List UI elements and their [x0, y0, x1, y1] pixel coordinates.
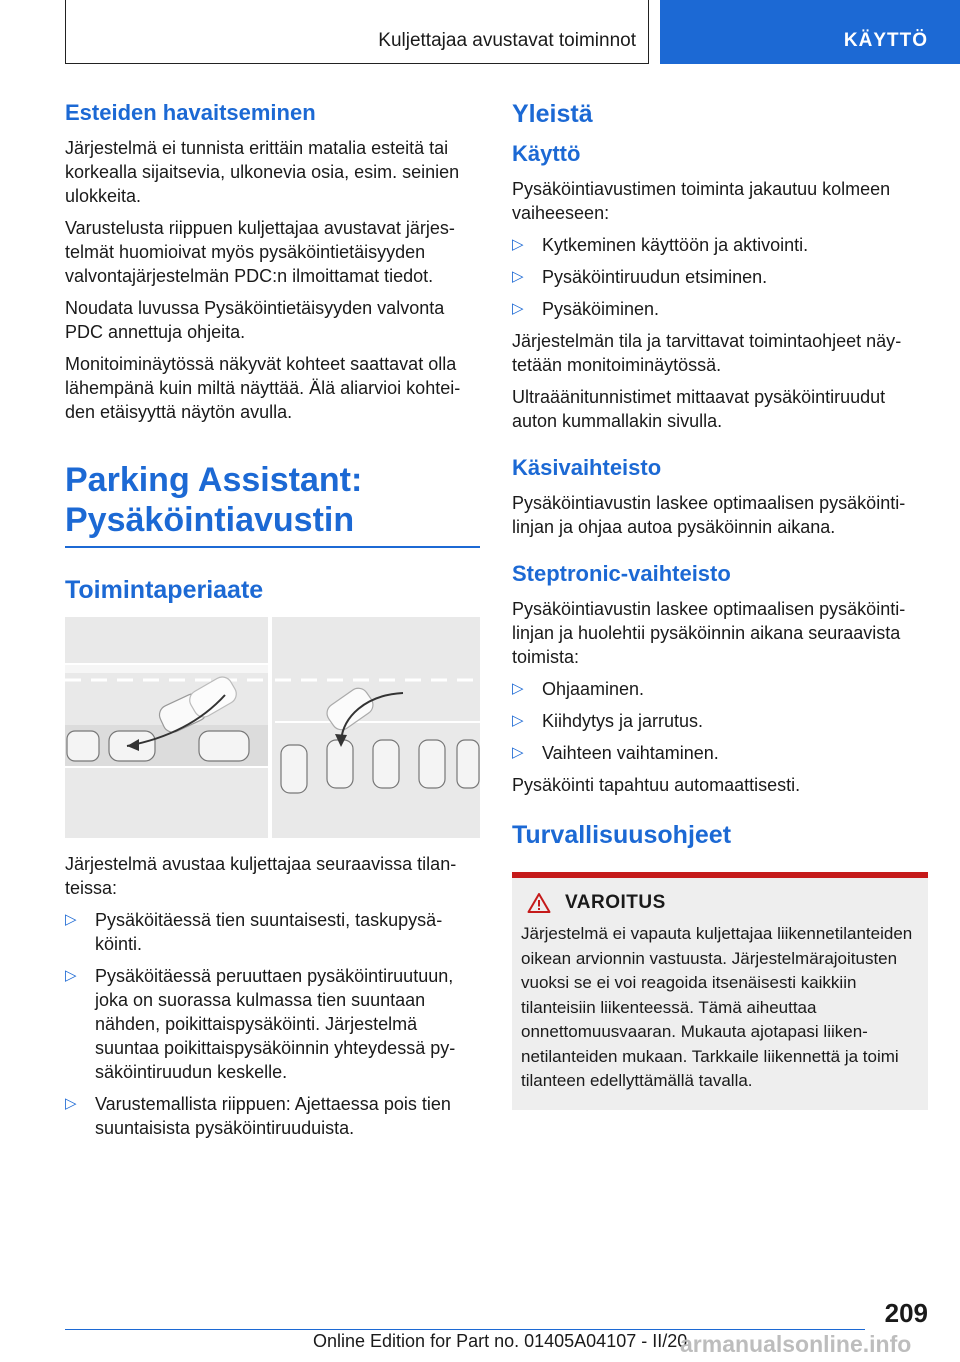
usage-heading: Käyttö	[512, 141, 581, 166]
list-item: ▷ Vaihteen vaihtaminen.	[512, 743, 719, 763]
obstacle-heading: Esteiden havaitseminen	[65, 100, 316, 125]
parking-illustration	[65, 617, 480, 838]
main-title-line: Pysäköintiavustin	[65, 501, 355, 539]
list-item: ▷ Kytkeminen käyttöön ja aktivointi.	[512, 235, 809, 255]
chapter-tab-label: KÄYTTÖ	[843, 30, 928, 51]
steptronic-list	[512, 677, 928, 765]
warning-triangle-icon	[527, 892, 551, 914]
bullet-icon: ▷	[512, 680, 524, 697]
warning-text: Järjestelmä ei vapauta kuljettajaa liikennetilanteiden oikean arvionnin vastuusta. Järjestelmärajoitusten vuoksi se ei voi reagoida itsenäisesti kaikkiin tilanteisiin liikenteessä. Tämä aiheuttaa onnettomuusvaaran. Mukauta ajotapasi liikennetilanteiden mukaan. Tarkkaile liikennettä ja toimi tilanteen edellyttämällä tavalla.	[521, 924, 913, 1090]
ultrasonic-paragraph: Ultraäänitunnistimet mittaavat pysäköintiruudut auton kummallakin sivulla.	[512, 387, 886, 431]
steptronic-paragraph: Pysäköintiavustin laskee optimaalisen pysäköintilinjan ja huolehtii pysäköinnin aikana seuraavista toimista:	[512, 599, 906, 667]
assist-intro: Järjestelmä avustaa kuljettajaa seuraavissa tilanteissa:	[65, 854, 457, 898]
watermark: armanualsonline.info	[680, 1331, 912, 1357]
safety-heading: Turvallisuusohjeet	[512, 821, 732, 849]
warning-header	[521, 892, 919, 914]
main-title	[65, 460, 480, 548]
principle-heading: Toimintaperiaate	[65, 576, 264, 604]
general-heading: Yleistä	[512, 100, 593, 128]
status-paragraph: Järjestelmän tila ja tarvittavat toimintaohjeet näytetään monitoiminäytössä.	[512, 331, 902, 375]
obstacle-paragraph: Monitoiminäytössä näkyvät kohteet saattavat olla lähempänä kuin miltä näyttää. Älä aliarvioi kohteiden etäisyyttä näytön avulla.	[65, 354, 461, 422]
header-box	[65, 0, 649, 64]
bullet-icon: ▷	[65, 911, 77, 928]
list-item: ▷ Kiihdytys ja jarrutus.	[512, 711, 704, 731]
list-item: ▷ Ohjaaminen.	[512, 679, 645, 699]
bullet-icon: ▷	[512, 744, 524, 761]
manual-paragraph: Pysäköintiavustin laskee optimaalisen pysäköintilinjan ja ohjaa autoa pysäköinnin aikana.	[512, 493, 906, 537]
list-item: ▷ Pysäköitäessä tien suuntaisesti, taskupysäköinti.	[65, 910, 443, 954]
page-number: 209	[884, 1298, 928, 1328]
bullet-icon: ▷	[512, 268, 524, 285]
warning-box	[512, 872, 928, 1110]
usage-intro: Pysäköintiavustimen toiminta jakautuu kolmeen vaiheeseen:	[512, 179, 891, 223]
steptronic-heading: Steptronic-vaihteisto	[512, 561, 731, 586]
obstacle-paragraph: Varustelusta riippuen kuljettajaa avustavat järjestelmät huomioivat myös pysäköintietäisyyden valvontajärjestelmän PDC:n ilmoittamat tiedot.	[65, 218, 455, 286]
obstacle-paragraph: Järjestelmä ei tunnista erittäin matalia esteitä tai korkealla sijaitsevia, ulkonevia osia, esim. seinien ulokkeita.	[65, 138, 460, 206]
assist-list	[65, 908, 480, 1140]
parking-illustration-graphic	[65, 617, 480, 838]
footer-divider	[65, 1329, 865, 1330]
bullet-icon: ▷	[512, 236, 524, 253]
bullet-icon: ▷	[512, 712, 524, 729]
edition-text: Online Edition for Part no. 01405A04107 - II/20	[313, 1331, 688, 1351]
list-item: ▷ Varustemallista riippuen: Ajettaessa pois tien suuntaisista pysäköintiruuduista.	[65, 1094, 451, 1138]
obstacle-paragraph: Noudata luvussa Pysäköintietäisyyden valvonta PDC annettuja ohjeita.	[65, 298, 445, 342]
left-column	[65, 100, 480, 1148]
phase-list	[512, 233, 928, 321]
warning-label: VAROITUS	[565, 892, 666, 913]
manual-heading: Käsivaihteisto	[512, 455, 662, 480]
main-title-line: Parking Assistant:	[65, 461, 363, 499]
section-title: Kuljettajaa avustavat toiminnot	[378, 30, 636, 51]
list-item: ▷ Pysäköitäessä peruuttaen pysäköintiruutuun, joka on suorassa kulmassa tien suuntaan nähden, poikittaispysäköinti. Järjestelmä suuntaa poikittaispysäköinnin yhteydessä pysäköintiruudun keskelle.	[65, 966, 456, 1082]
right-column	[512, 100, 928, 1110]
chapter-tab[interactable]	[660, 0, 960, 64]
bullet-icon: ▷	[65, 967, 77, 984]
list-item: ▷ Pysäköintiruudun etsiminen.	[512, 267, 768, 287]
bullet-icon: ▷	[65, 1095, 77, 1112]
list-item: ▷ Pysäköiminen.	[512, 299, 660, 319]
automatic-paragraph: Pysäköinti tapahtuu automaattisesti.	[512, 775, 801, 795]
bullet-icon: ▷	[512, 300, 524, 317]
